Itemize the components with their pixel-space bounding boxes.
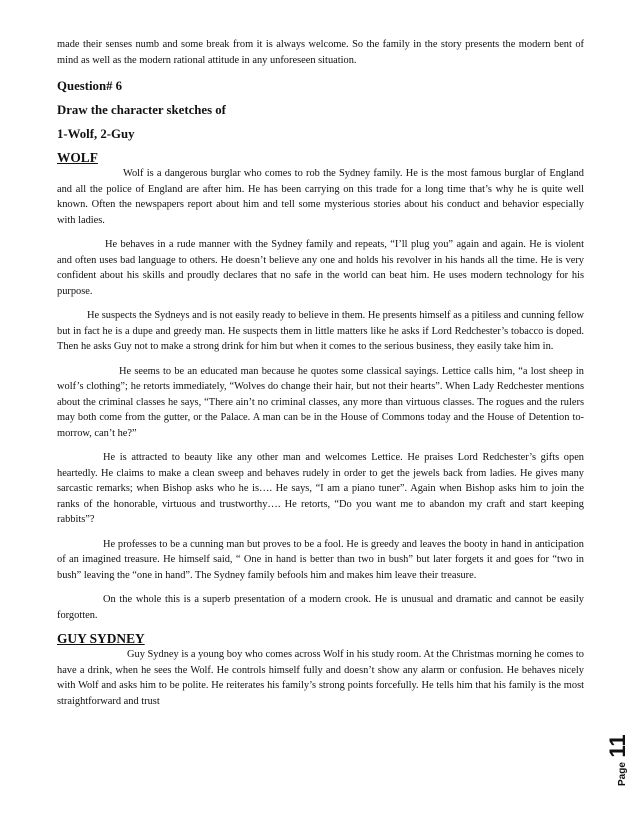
guy-section-heading: GUY SYDNEY [57,631,145,646]
wolf-paragraph-4: He seems to be an educated man because he quotes some classical sayings. Lettice calls him, “a lost sheep in wolf’s clothing”; he retorts immediately, “Wolves do change their hair, but not their hearts”. When Lady Redchester mentions about the criminal classes he says, “There ain’t no criminal classes, any more than virtuous classes. The rogues and the rulers may both come from the gutter, or the Palace. A man can be in the House of Commons today and the House of Detention to-morrow, can’t he?” [57,365,584,439]
wolf-paragraph-5: He is attracted to beauty like any other man and welcomes Lettice. He praises Lord Redchester’s gifts open heartedly. He claims to make a clean sweep and behaves rudely in order to get the jewels back from ladies. He gives many sarcastic remarks; when Bishop asks who he is…. He says, “I am a piano tuner”. Again when Bishop asks him to join the ranks of the honorable, virtuous and trustworthy…. He retorts, “Do you want me to abandon my craft and start keeping rabbits”? [57,452,584,525]
question-prompt: Draw the character sketches of [57,103,226,117]
wolf-paragraph-3: He suspects the Sydneys and is not easily ready to believe in them. He presents himself as a pitiless and cunning fellow but in fact he is a dupe and greedy man. He suspects them in little matters like he asks if Lord Redchester’s tobacco is doped. Then he asks Guy not to make a strong drink for him but when it comes to the serious business, they easily take him in. [57,310,584,352]
wolf-paragraph-1: Wolf is a dangerous burglar who comes to rob the Sydney family. He is the most famous burglar of England and all the police of England are after him. He has been carrying on this trade for a long time that’s why he is quite well known. Often the newspapers report about him and tell some mysterious stories about his conduct and behavior especially with ladies. [57,168,584,226]
question-items: 1-Wolf, 2-Guy [57,127,135,141]
page-number: 11 [605,734,630,758]
wolf-paragraph-7: On the whole this is a superb presentation of a modern crook. He is unusual and dramatic and cannot be easily forgotten. [57,594,584,621]
wolf-paragraph-2: He behaves in a rude manner with the Sydney family and repeats, “I’ll plug you” again and again. He is violent and often uses bad language to others. He doesn’t believe any one and holds his revolver in his hands all the time. He is very confident about his skills and proudly declares that no safe in the world can beat him. He uses modern technology for his purpose. [57,239,584,297]
page-body [57,37,584,709]
question-heading: Question# 6 [57,79,123,93]
guy-paragraph-1: Guy Sydney is a young boy who comes across Wolf in his study room. At the Christmas morning he comes to have a drink, when he sees the Wolf. He controls himself fully and doesn’t show any alarm or confusion. He behaves nicely with Wolf and asks him to be polite. He reiterates his family’s strong points forcefully. He tells him that his family is the most straightforward and trust [57,649,584,707]
wolf-section-heading: WOLF [57,150,98,165]
page-label: Page [617,762,628,786]
intro-paragraph: made their senses numb and some break from it is always welcome. So the family in the story presents the modern bent of mind as well as the modern rational attitude in any unforeseen situation. [57,39,584,66]
wolf-paragraph-6: He professes to be a cunning man but proves to be a fool. He is greedy and leaves the booty in hand in anticipation of an imagined treasure. He himself said, “ One in hand is better than two in bush” but later forgets it and goes for “two in bush” leaving the “one in hand”. The Sydney family befools him and makes him leave their treasure. [57,538,584,581]
